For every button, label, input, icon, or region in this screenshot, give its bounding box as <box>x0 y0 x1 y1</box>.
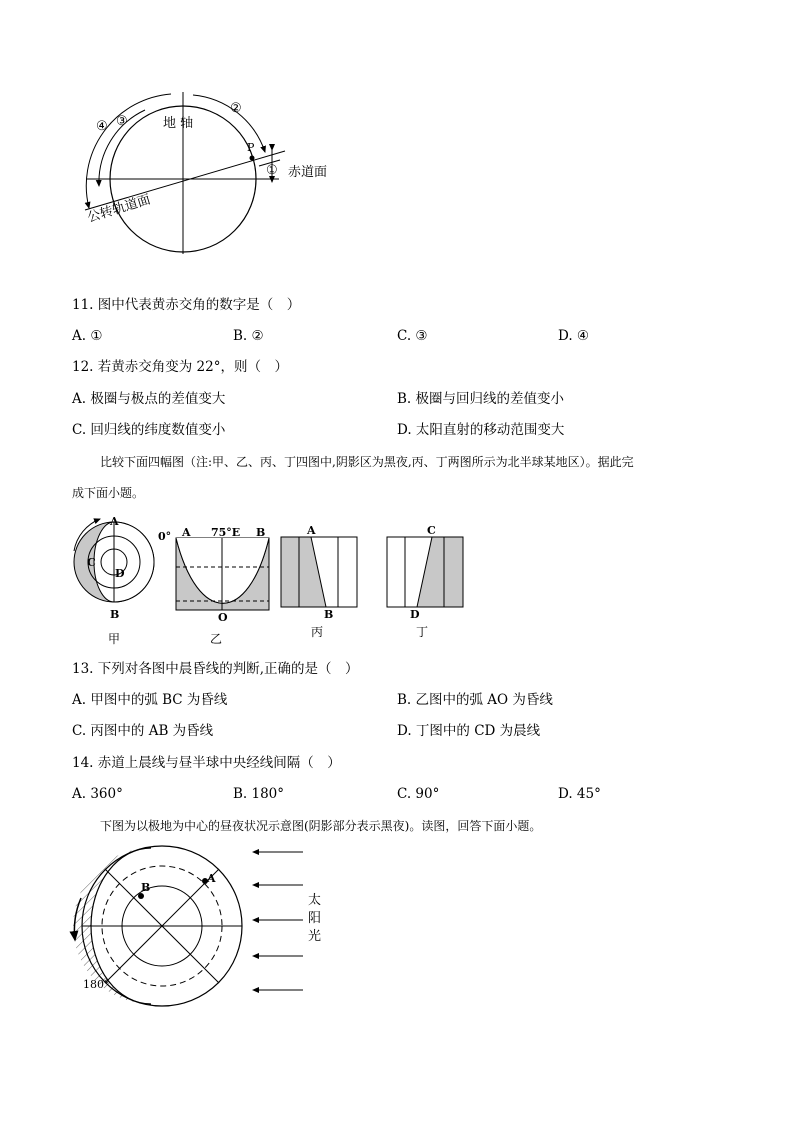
svg-text:D: D <box>115 567 125 580</box>
point-p <box>250 156 255 161</box>
figure-jia <box>70 515 160 645</box>
q11-option-d: D. ④ <box>558 328 590 344</box>
q13-stem: 13. 下列对各图中晨昏线的判断,正确的是（ ） <box>72 661 359 677</box>
svg-text:D: D <box>410 608 420 621</box>
q11-option-a: A. ① <box>72 328 103 344</box>
svg-text:C: C <box>427 524 436 537</box>
figure-yi <box>158 525 278 655</box>
label-orbit: 公转轨道面 <box>85 192 153 226</box>
label-mark4: ④ <box>96 119 108 134</box>
svg-text:B: B <box>110 608 120 621</box>
q12-option-c: C. 回归线的纬度数值变小 <box>72 422 226 438</box>
q14-stem: 14. 赤道上晨线与昼半球中央经线间隔（ ） <box>72 755 341 771</box>
label-a: A <box>207 872 216 885</box>
label-equator: 赤道面 <box>288 165 328 180</box>
q13-option-c: C. 丙图中的 AB 为昏线 <box>72 723 214 739</box>
svg-text:乙: 乙 <box>210 632 223 646</box>
label-sun2: 阳 <box>308 911 322 926</box>
q14-option-c: C. 90° <box>397 786 440 802</box>
q13-option-d: D. 丁图中的 CD 为晨线 <box>397 723 541 739</box>
svg-text:O: O <box>218 611 228 624</box>
intro-four-figures-line2: 成下面小题。 <box>72 486 145 500</box>
figure-ding <box>384 523 474 653</box>
q12-option-a: A. 极圈与极点的差值变大 <box>72 391 226 407</box>
svg-text:B: B <box>256 526 266 539</box>
figure-bing <box>278 523 368 653</box>
q13-option-b: B. 乙图中的弧 AO 为昏线 <box>397 692 553 708</box>
svg-text:A: A <box>110 515 119 528</box>
svg-text:丙: 丙 <box>311 625 324 639</box>
label-mark2: ② <box>230 101 242 116</box>
q12-option-b: B. 极圈与回归线的差值变小 <box>397 391 565 407</box>
svg-text:丁: 丁 <box>416 625 429 639</box>
q11-stem: 11. 图中代表黄赤交角的数字是（ ） <box>72 297 301 313</box>
svg-text:B: B <box>324 608 334 621</box>
svg-text:甲: 甲 <box>108 632 121 646</box>
arc-4 <box>86 94 171 208</box>
figure-axial-tilt <box>75 90 435 260</box>
svg-text:C: C <box>87 556 96 569</box>
label-axis: 地 轴 <box>163 116 194 131</box>
intro-polar-figure: 下图为以极地为中心的昼夜状况示意图(阴影部分表示黑夜)。读图，回答下面小题。 <box>100 819 542 833</box>
svg-text:A: A <box>182 526 191 539</box>
label-sun1: 太 <box>308 893 322 908</box>
q11-option-b: B. ② <box>233 328 264 344</box>
figure-polar-daynight <box>65 840 325 1010</box>
q13-option-a: A. 甲图中的弧 BC 为昏线 <box>72 692 228 708</box>
label-180: 180° <box>83 978 110 991</box>
label-mark3: ③ <box>116 114 128 129</box>
svg-text:A: A <box>307 524 316 537</box>
label-p: P <box>247 141 255 154</box>
label-b: B <box>141 881 151 894</box>
q14-option-b: B. 180° <box>233 786 285 802</box>
svg-text:0°: 0° <box>158 530 172 543</box>
q11-option-c: C. ③ <box>397 328 428 344</box>
label-mark1: ① <box>266 163 278 178</box>
intro-four-figures-line1: 比较下面四幅图（注:甲、乙、丙、丁四图中,阴影区为黑夜,丙、丁两图所示为北半球某地区）。据此完 <box>100 455 634 469</box>
label-sun3: 光 <box>308 929 322 944</box>
svg-text:75°E: 75°E <box>211 526 241 539</box>
q14-option-a: A. 360° <box>72 786 123 802</box>
orbit-plane-line <box>85 151 285 210</box>
q14-option-d: D. 45° <box>558 786 601 802</box>
q12-stem: 12. 若黄赤交角变为 22°，则（ ） <box>72 359 288 375</box>
q12-option-d: D. 太阳直射的移动范围变大 <box>397 422 565 438</box>
